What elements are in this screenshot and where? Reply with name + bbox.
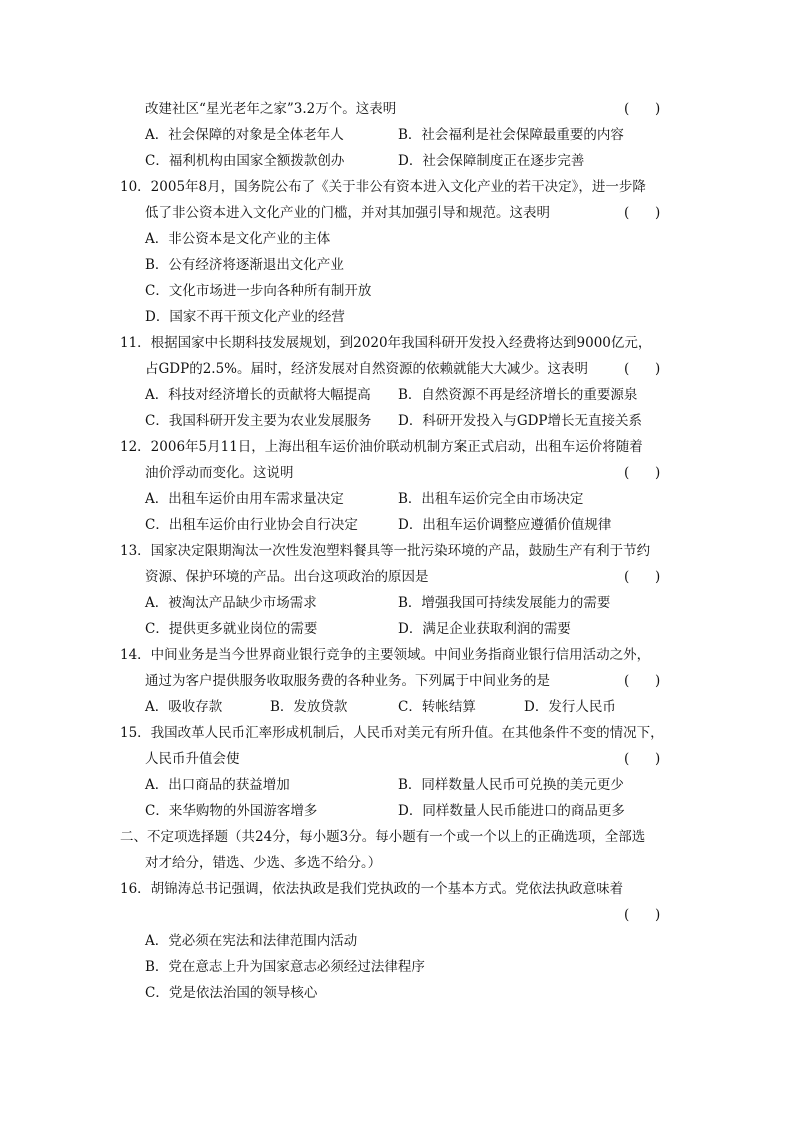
q14-stem-line2: 通过为客户提供服务收取服务费的各种业务。下列属于中间业务的是	[145, 673, 550, 689]
q13-option-b: B．增强我国可持续发展能力的需要	[398, 595, 611, 611]
q12-stem-line1: 12．2006年5月11日，上海出租车运价油价联动机制方案正式启动，出租车运价将随着	[120, 439, 643, 455]
q10-option-b: B．公有经济将逐渐退出文化产业	[145, 257, 344, 273]
q11-option-c: C．我国科研开发主要为农业发展服务	[145, 413, 372, 429]
q14-option-a: A．吸收存款	[145, 699, 223, 715]
q11-stem-line1: 11．根据国家中长期科技发展规划，到2020年我国科研开发投入经费将达到9000亿元，	[120, 335, 652, 351]
q16-option-c: C．党是依法治国的领导核心	[145, 985, 318, 1001]
q15-option-d: D．同样数量人民币能进口的商品更多	[398, 803, 625, 819]
q16-option-b: B．党在意志上升为国家意志必须经过法律程序	[145, 959, 425, 975]
q16-option-a: A．党必须在宪法和法律范围内活动	[145, 933, 358, 949]
q9-option-b: B．社会福利是社会保障最重要的内容	[398, 127, 624, 143]
q12-stem-line2: 油价浮动而变化。这说明	[145, 465, 294, 481]
section2-heading-line2: 对才给分，错选、少选、多选不给分。）	[145, 855, 382, 871]
q13-stem-line2: 资源、保护环境的产品。出台这项政治的原因是	[145, 569, 429, 585]
q10-option-a: A．非公资本是文化产业的主体	[145, 231, 331, 247]
q11-answer-blank: ( )	[624, 361, 661, 377]
q9-stem: 改建社区“星光老年之家”3.2万个。这表明	[145, 101, 397, 117]
q11-option-a: A．科技对经济增长的贡献将大幅提高	[145, 387, 371, 403]
q12-option-c: C．出租车运价由行业协会自行决定	[145, 517, 358, 533]
q13-answer-blank: ( )	[624, 569, 661, 585]
q16-answer-blank: ( )	[624, 907, 661, 923]
q15-option-c: C．来华购物的外国游客增多	[145, 803, 318, 819]
q14-option-c: C．转帐结算	[398, 699, 476, 715]
q14-stem-line1: 14．中间业务是当今世界商业银行竞争的主要领域。中间业务指商业银行信用活动之外，	[120, 647, 651, 663]
q10-option-c: C．文化市场进一步向各种所有制开放	[145, 283, 372, 299]
q12-option-a: A．出租车运价由用车需求量决定	[145, 491, 344, 507]
q13-option-c: C．提供更多就业岗位的需要	[145, 621, 318, 637]
q12-option-b: B．出租车运价完全由市场决定	[398, 491, 584, 507]
q9-option-a: A．社会保障的对象是全体老年人	[145, 127, 344, 143]
q16-stem-line1: 16．胡锦涛总书记强调，依法执政是我们党执政的一个基本方式。党依法执政意味着	[120, 881, 624, 897]
q12-option-d: D．出租车运价调整应遵循价值规律	[398, 517, 612, 533]
q14-option-b: B．发放贷款	[270, 699, 348, 715]
q15-answer-blank: ( )	[624, 751, 661, 767]
section2-heading-line1: 二、不定项选择题（共24分，每小题3分。每小题有一个或一个以上的正确选项，全部选	[120, 829, 646, 845]
q9-answer-blank: ( )	[624, 101, 661, 117]
q15-option-a: A．出口商品的获益增加	[145, 777, 290, 793]
q13-option-a: A．被淘汰产品缺少市场需求	[145, 595, 317, 611]
q14-answer-blank: ( )	[624, 673, 661, 689]
q10-stem-line2: 低了非公资本进入文化产业的门槛，并对其加强引导和规范。这表明	[145, 205, 550, 221]
q11-option-d: D．科研开发投入与GDP增长无直接关系	[398, 413, 643, 429]
q9-option-d: D．社会保障制度正在逐步完善	[398, 153, 585, 169]
q15-stem-line2: 人民币升值会使	[145, 751, 240, 767]
q11-stem-line2: 占GDP的2.5%。届时，经济发展对自然资源的依赖就能大大减少。这表明	[145, 361, 588, 377]
q9-option-c: C．福利机构由国家全额拨款创办	[145, 153, 345, 169]
q11-option-b: B．自然资源不再是经济增长的重要源泉	[398, 387, 638, 403]
q15-stem-line1: 15．我国改革人民币汇率形成机制后，人民币对美元有所升值。在其他条件不变的情况下，	[120, 725, 664, 741]
q14-option-d: D．发行人民币	[524, 699, 616, 715]
q10-stem-line1: 10．2005年8月，国务院公布了《关于非公有资本进入文化产业的若干决定》，进一步降	[120, 179, 646, 195]
q15-option-b: B．同样数量人民币可兑换的美元更少	[398, 777, 624, 793]
q10-option-d: D．国家不再干预文化产业的经营	[145, 309, 345, 325]
q10-answer-blank: ( )	[624, 205, 661, 221]
q13-stem-line1: 13．国家决定限期淘汰一次性发泡塑料餐具等一批污染环境的产品，鼓励生产有利于节约	[120, 543, 651, 559]
q12-answer-blank: ( )	[624, 465, 661, 481]
q13-option-d: D．满足企业获取利润的需要	[398, 621, 571, 637]
